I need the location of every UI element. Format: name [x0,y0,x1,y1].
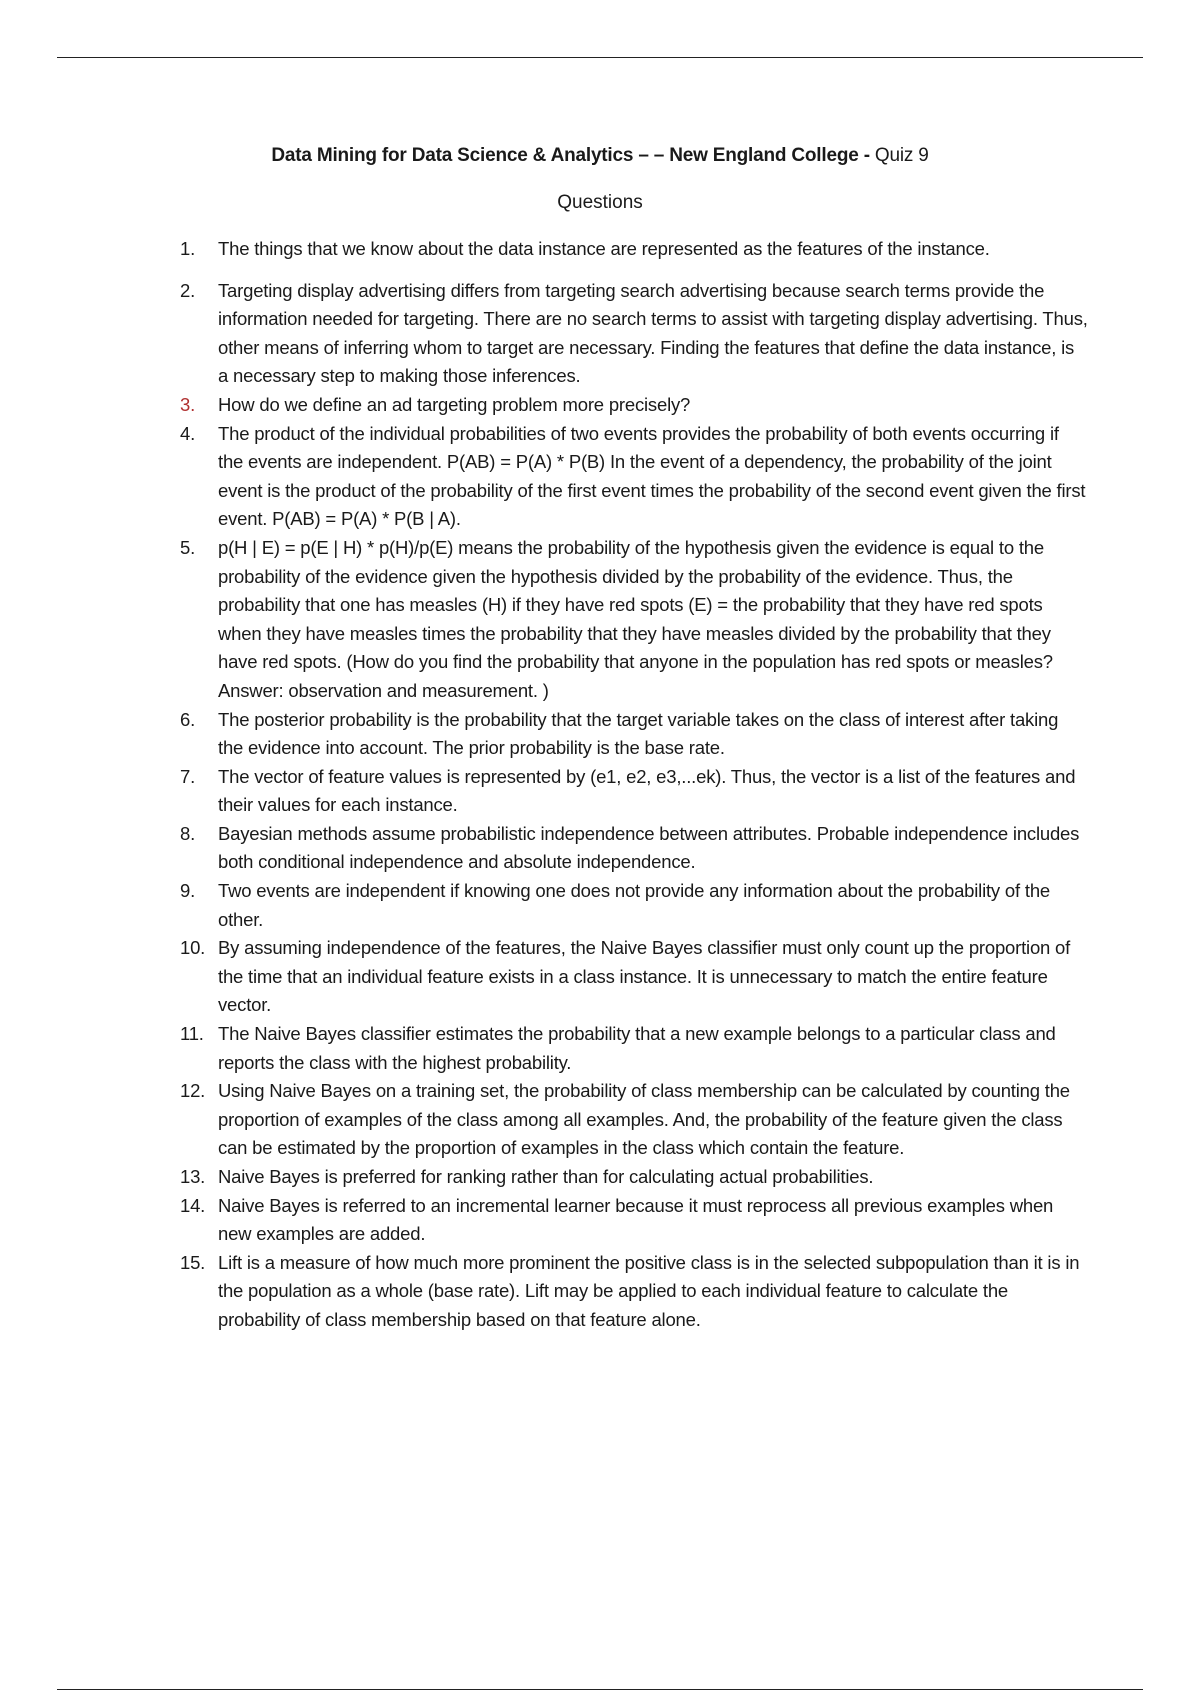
question-number: 10. [180,937,206,959]
question-item [180,277,1088,391]
question-number: 14. [180,1194,206,1216]
question-number: 13. [180,1166,206,1187]
question-text: The vector of feature values is represented by (e1, e2, e3,...ek). Thus, the vector is a list of the features and their values for each instance. [218,765,1076,816]
question-text: The product of the individual probabilities of two events provides the probability of both events occurring if the events are independent. P(AB) = P(A) * P(B) In the event of a dependency, the probability of the joint event is the product of the probability of the first event times the probability of the second event given the first event. P(AB) = P(A) * P(B | A). [218,422,1086,530]
question-number: 2. [180,279,196,301]
question-number: 8. [180,822,196,844]
question-text: Bayesian methods assume probabilistic independence between attributes. Probable independence includes both conditional independence and absolute independence. [218,822,1080,873]
question-number: 11. [180,1023,204,1045]
question-number: 6. [180,708,196,730]
question-text: Two events are independent if knowing one does not provide any information about the probability of the other. [218,880,1050,930]
question-text: Naive Bayes is preferred for ranking rather than for calculating actual probabilities. [218,1166,874,1187]
question-item [180,934,1088,1020]
question-item [180,235,1088,264]
question-text: How do we define an ad targeting problem more precisely? [218,393,691,415]
question-item [180,820,1088,877]
question-number: 4. [180,422,196,444]
question-number: 5. [180,536,196,558]
question-text: Lift is a measure of how much more prominent the positive class is in the selected subpopulation than it is in the population as a whole (base rate). Lift may be applied to each individual feature to calculate the probability of class membership based on that feature alone. [218,1251,1080,1330]
question-text: Using Naive Bayes on a training set, the probability of class membership can be calculated by counting the proportion of examples of the class among all examples. And, the probability of the feature given the class can be estimated by the proportion of examples in the class which contain the feature. [218,1080,1070,1159]
question-item [180,763,1088,820]
question-number: 1. [180,238,196,259]
question-item [180,391,1088,420]
question-text: The things that we know about the data instance are represented as the features of the instance. [218,238,990,259]
question-text: The Naive Bayes classifier estimates the probability that a new example belongs to a particular class and reports the class with the highest probability. [218,1023,1056,1073]
question-item [180,877,1088,934]
question-item [180,1020,1088,1077]
question-text: Naive Bayes is referred to an incremental learner because it must reprocess all previous examples when new examples are added. [218,1194,1054,1245]
document-subtitle: Questions [557,192,643,213]
question-list [180,235,1088,1335]
question-text: The posterior probability is the probability that the target variable takes on the class of interest after taking the evidence into account. The prior probability is the base rate. [218,708,1059,759]
question-number: 9. [180,880,196,902]
question-item [180,1077,1088,1163]
question-item [180,534,1088,706]
document-title [0,145,1200,167]
question-text: Targeting display advertising differs from targeting search advertising because search terms provide the information needed for targeting. There are no search terms to assist with targeting display advertising. Thus, other means of inferring whom to target are necessary. Finding the features that define the data instance, is a necessary step to making those inferences. [218,279,1088,387]
question-item [180,420,1088,534]
question-item [180,1249,1088,1335]
top-rule [57,57,1143,58]
question-text: p(H | E) = p(E | H) * p(H)/p(E) means the probability of the hypothesis given the evidence is equal to the probability of the evidence given the hypothesis divided by the probability of the evidence. Thus, the probability that one has measles (H) if they have red spots (E) = the probability that they have red spots when they have measles times the probability that they have measles divided by the probability that they have red spots. (How do you find the probability that anyone in the population has red spots or measles? Answer: observation and measurement. ) [218,536,1053,701]
question-item [180,1163,1088,1192]
question-number: 7. [180,765,196,787]
document-title-bold: Data Mining for Data Science & Analytics – – New England College - [271,145,870,166]
question-number: 12. [180,1080,206,1102]
bottom-rule [57,1689,1143,1690]
document-title-quiz: Quiz 9 [869,145,929,166]
question-number: 3. [180,393,196,415]
question-item [180,706,1088,763]
question-number: 15. [180,1251,206,1273]
question-item [180,1192,1088,1249]
question-text: By assuming independence of the features, the Naive Bayes classifier must only count up the proportion of the time that an individual feature exists in a class instance. It is unnecessary to match the entire feature vector. [218,937,1071,1016]
